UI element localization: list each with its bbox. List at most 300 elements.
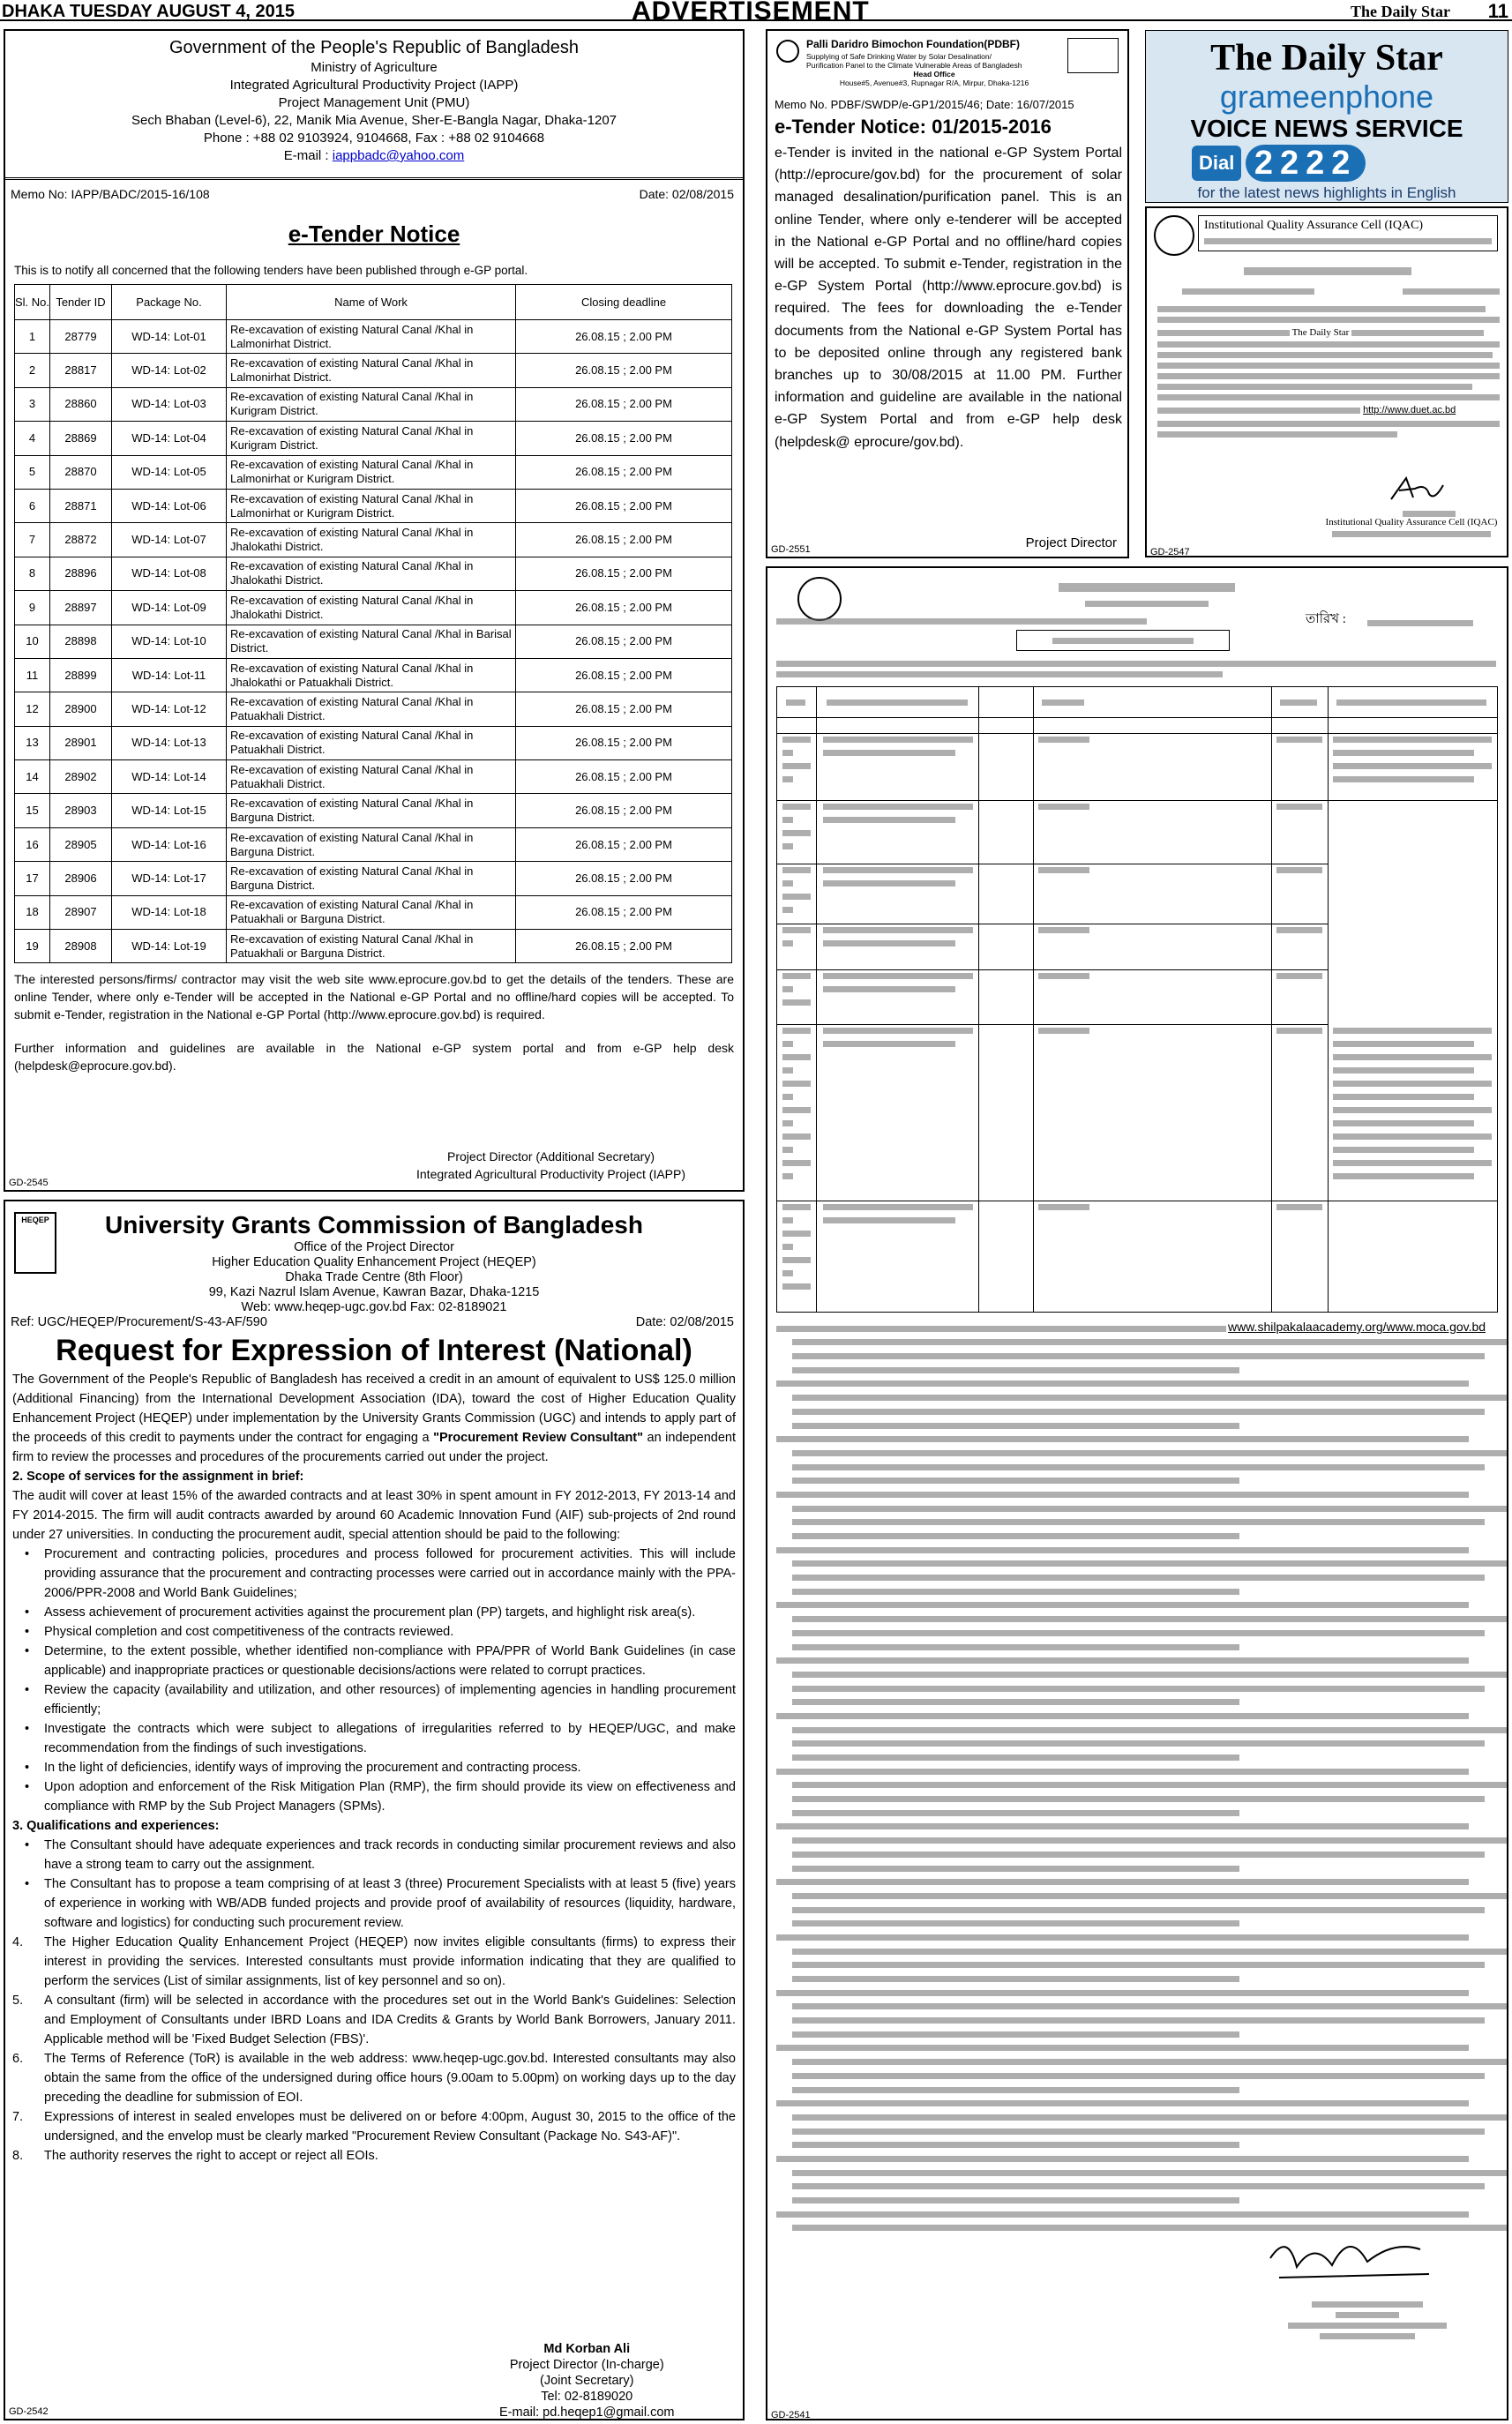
table-cell-text [782,804,811,810]
table-header-text [1336,700,1486,706]
table-cell: WD-14: Lot-06 [112,489,227,522]
table-cell-text [782,1054,811,1060]
list-item: • Determine, to the extent possible, whether identified non-compliance with PPA/PPR of World Bank Guidelines (in case applicable) and inappropriate practices or questionable decisions/actions were related to corrupt practices. [12,1642,736,1680]
table-cell: 28903 [50,794,112,827]
table-cell: 26.08.15 ; 2.00 PM [516,895,732,929]
table-cell: Re-excavation of existing Natural Canal /Khal in Jhalokathi or Patuakhali District. [227,658,516,692]
academy-title-box [1016,630,1230,651]
note-line [792,1464,1485,1470]
note-line [776,1823,1469,1829]
academy-signature-icon [1261,2223,1438,2293]
table-row [15,557,732,590]
table-cell-text [823,1041,955,1047]
table-cell-text [782,763,811,769]
pdbf-subheading: Supplying of Safe Drinking Water by Solar Desalination/ Purification Panel to the Climate Vulnerable Areas of Bangladesh Head Office House#5, Avenue#3, Rupnagar R/A, Mirpur, Dhaka-1216 [806,52,1029,87]
table-cell: Re-excavation of existing Natural Canal /Khal in Barguna District. [227,794,516,827]
note-line [792,1560,1508,1567]
table-cell: 10 [15,625,50,658]
table-cell-text [823,986,955,992]
table-cell-text [1333,776,1474,782]
note-line [792,1506,1508,1512]
page-header [0,0,1512,26]
table-cell: 8 [15,557,50,590]
table-cell: 28902 [50,760,112,794]
pdbf-body: e-Tender is invited in the national e-GP System Portal (http://eprocure/gov.bd) for the procurement of solar managed desalination/purification panel. This is an online Tender, where only e-tenderer will be accepted in the National e-GP Portal and no offline/hard copies will be accepted. To submit e-Tender, registration in the e-GP System Portal (http://www.eprocure.gov.bd) is required. The fees for downloading the e-Tender documents from the National e-GP System Portal has to be deposited online through any registered bank branches up to 30/08/2015 at 11.00 PM. Further information and guideline are available in the national e-GP System Portal and from e-GP help desk (helpdesk@ eprocure/gov.bd). [775,146,1122,450]
table-cell: Re-excavation of existing Natural Canal /Khal in Barisal District. [227,625,516,658]
table-cell: Re-excavation of existing Natural Canal /Khal in Patuakhali District. [227,760,516,794]
table-cell: Re-excavation of existing Natural Canal /Khal in Jhalokathi District. [227,591,516,625]
academy-signatory [1288,2297,1447,2344]
table-cell-text [782,1217,793,1223]
note-line [792,2031,1239,2038]
table-cell: 3 [15,387,50,421]
note-line [776,1990,1469,1996]
table-cell: 16 [15,827,50,861]
table-cell: 19 [15,930,50,963]
table-cell: 6 [15,489,50,522]
table-cell: 1 [15,320,50,354]
table-cell: 28872 [50,523,112,557]
table-cell-text [1276,737,1322,743]
note-line [792,1796,1485,1802]
table-cell: WD-14: Lot-18 [112,895,227,929]
note-line [792,1409,1485,1415]
table-cell-text [782,940,793,946]
table-cell-text [782,907,793,913]
list-item: • The Consultant should have adequate experiences and track records in conducting similar procurement reviews and also have a strong team to carry out the assignment. [12,1836,736,1874]
table-cell-text [782,927,811,933]
table-cell-text [1333,1133,1492,1140]
table-cell: 2 [15,354,50,387]
table-cell: Re-excavation of existing Natural Canal /Khal in Patuakhali District. [227,726,516,759]
table-cell: WD-14: Lot-11 [112,658,227,692]
table-cell: 26.08.15 ; 2.00 PM [516,591,732,625]
iapp-col-header: Name of Work [227,285,516,320]
ds-grameenphone: grameenphone [1219,79,1434,115]
note-line [792,1589,1239,1595]
ds-title: The Daily Star [1210,38,1443,79]
ugc-signature: Md Korban Ali Project Director (In-charge) (Joint Secretary) Tel: 02-8189020 E-mail: pd.heqep1@gmail.com [499,2342,675,2420]
table-cell-text [823,1204,973,1210]
table-row [15,320,732,354]
note-line [792,2003,1508,2009]
iapp-header: Government of the People's Republic of Bangladesh Ministry of Agriculture Integrated Agricultural Productivity Project (IAPP) Project Management Unit (PMU) Sech Bhaban (Level-6), 22, Manik Mia Avenue, Sher-E-Bangla Nagar, Dhaka-1207 Phone : +88 02 9103924, 9104668, Fax : +88 02 9104668 E-mail : iappbadc@yahoo.com [131,38,618,163]
ugc-qualification-list [12,1836,736,1933]
note-line [776,1547,1469,1553]
note-line [792,1478,1239,1484]
table-cell-text [782,1283,811,1290]
table-cell: 26.08.15 ; 2.00 PM [516,625,732,658]
table-cell: 26.08.15 ; 2.00 PM [516,930,732,963]
note-line [776,2045,1469,2051]
list-item: • Review the capacity (availability and utilization, and other resources) of implementing agencies in handling procurement efficiently; [12,1680,736,1719]
table-cell: 7 [15,523,50,557]
table-cell: 28898 [50,625,112,658]
note-line [792,1533,1239,1539]
table-cell-text [782,999,811,1006]
note-line [792,2087,1239,2093]
table-cell-text [782,817,793,823]
table-row [15,489,732,522]
note-line [792,1644,1239,1650]
table-cell: WD-14: Lot-16 [112,827,227,861]
note-line [792,1353,1485,1359]
iqac-title: Institutional Quality Assurance Cell (IQAC) [1204,219,1424,232]
table-cell-text [1333,1094,1474,1100]
table-cell-text [782,1257,811,1263]
note-line [792,1339,1508,1345]
table-cell-text [782,1041,793,1047]
pdbf-org: Palli Daridro Bimochon Foundation(PDBF) [806,38,1020,50]
table-cell-text [782,1107,811,1113]
heqep-logo-icon: HEQEP [14,1212,56,1274]
table-cell-text [1333,1160,1492,1166]
academy-date-label: তারিখ : [1306,612,1346,626]
table-cell: 26.08.15 ; 2.00 PM [516,455,732,489]
academy-gd-code: GD-2541 [771,2410,811,2420]
table-cell: WD-14: Lot-17 [112,862,227,895]
table-cell: 17 [15,862,50,895]
note-line [792,2073,1485,2079]
table-cell: 26.08.15 ; 2.00 PM [516,489,732,522]
ugc-scope-list [12,1545,736,1816]
duet-logo-icon [1154,215,1194,256]
note-line [776,1492,1469,1498]
table-cell: 26.08.15 ; 2.00 PM [516,557,732,590]
table-header-text [786,700,805,706]
table-cell-text [1038,1028,1089,1034]
table-cell: 26.08.15 ; 2.00 PM [516,354,732,387]
table-cell-text [782,1094,793,1100]
table-cell: 14 [15,760,50,794]
table-cell: Re-excavation of existing Natural Canal /Khal in Lalmonirhat District. [227,354,516,387]
academy-post-table [776,686,1498,1313]
note-line [792,1450,1508,1456]
table-row [15,794,732,827]
table-header-text [1280,700,1317,706]
list-item: 7. Expressions of interest in sealed envelopes must be delivered on or before 4:00pm, August 30, 2015 to the office of the undersigned, and the envelop must be clearly marked "Procurement Review Consultant (Package No. S43-AF)". [12,2110,736,2143]
table-cell: Re-excavation of existing Natural Canal /Khal in Jhalokathi District. [227,557,516,590]
table-cell-text [1333,1147,1474,1153]
table-cell: WD-14: Lot-19 [112,930,227,963]
table-cell-text [1333,1081,1492,1087]
note-line [776,1602,1469,1608]
table-cell-text [1276,927,1322,933]
iapp-col-header: Sl. No. [15,285,50,320]
academy-notes [776,1318,1498,2239]
note-line [792,2183,1485,2189]
table-row [15,523,732,557]
table-cell-text [1038,867,1089,873]
table-cell: WD-14: Lot-09 [112,591,227,625]
note-line [776,1879,1469,1885]
table-cell: Re-excavation of existing Natural Canal /Khal in Lalmonirhat or Kurigram District. [227,455,516,489]
note-line [792,1754,1239,1761]
table-cell-text [1333,1120,1474,1126]
table-cell: 28901 [50,726,112,759]
table-cell-text [823,804,973,810]
table-cell-text [782,1231,811,1237]
pdbf-signature: Project Director [1025,535,1117,550]
table-cell-text [782,750,793,756]
iqac-signature-icon [1387,475,1448,506]
iapp-para2: Further information and guidelines are available in the National e-GP system portal and from e-GP help desk (helpdesk@eprocure.gov.bd). [14,1041,734,1074]
note-line [792,2170,1508,2176]
table-cell-text [823,737,973,743]
pdbf-logo-icon [776,40,799,63]
table-cell: 12 [15,692,50,726]
table-cell: 28869 [50,422,112,455]
table-cell: 28900 [50,692,112,726]
table-cell-text [823,973,973,979]
note-line [776,2100,1469,2106]
iapp-col-header: Closing deadline [516,285,732,320]
note-line [776,1934,1469,1941]
table-cell: Re-excavation of existing Natural Canal /Khal in Lalmonirhat District. [227,320,516,354]
table-cell: WD-14: Lot-03 [112,387,227,421]
table-cell: WD-14: Lot-02 [112,354,227,387]
table-cell-text [823,927,973,933]
note-line [792,2059,1508,2065]
table-cell: 26.08.15 ; 2.00 PM [516,726,732,759]
table-cell: 28906 [50,862,112,895]
note-line [792,1740,1485,1747]
table-cell: 5 [15,455,50,489]
note-line [792,1630,1485,1636]
ds-dial-row: Dial 2222 [1192,144,1456,183]
table-cell: 28871 [50,489,112,522]
table-cell: 26.08.15 ; 2.00 PM [516,827,732,861]
iqac-url-link[interactable]: http://www.duet.ac.bd [1363,405,1456,415]
note-line [776,2211,1469,2218]
dateline: DHAKA TUESDAY AUGUST 4, 2015 [2,2,295,21]
table-cell: WD-14: Lot-15 [112,794,227,827]
iapp-tender-table [14,284,732,963]
table-cell: 28896 [50,557,112,590]
table-cell: WD-14: Lot-05 [112,455,227,489]
list-item: 4. The Higher Education Quality Enhancement Project (HEQEP) now invites eligible consultants (firms) to express their interest in providing the services. Interested consultants must provide information indicating that they are qualified to perform the services (List of similar assignments, list of key personnel and so on). [12,1935,736,1988]
table-cell-text [823,940,955,946]
table-cell-text [782,1081,811,1087]
table-cell: Re-excavation of existing Natural Canal /Khal in Barguna District. [227,862,516,895]
table-cell-text [1276,973,1322,979]
table-row [15,625,732,658]
table-cell-text [782,1028,811,1034]
iapp-col-header: Package No. [112,285,227,320]
pdbf-gd-code: GD-2551 [771,544,811,555]
table-cell-text [823,867,973,873]
iapp-memo: Memo No: IAPP/BADC/2015-16/108 [11,187,210,201]
table-cell-text [782,1173,793,1179]
table-cell-text [823,750,955,756]
table-cell: 26.08.15 ; 2.00 PM [516,692,732,726]
list-item: • Physical completion and cost competitiveness of the contracts reviewed. [12,1622,736,1642]
table-cell: 4 [15,422,50,455]
table-cell-text [823,817,955,823]
table-cell-text [1333,1067,1474,1074]
academy-website-link[interactable]: www.shilpakalaacademy.org/www.moca.gov.bd [1228,1320,1486,1334]
table-cell-text [782,776,793,782]
table-cell-text [782,880,793,887]
table-cell-text [1038,927,1089,933]
table-cell-text [1038,973,1089,979]
table-cell: 18 [15,895,50,929]
note-line [792,1727,1508,1733]
table-row [15,726,732,759]
note-line [776,1380,1469,1387]
table-cell: Re-excavation of existing Natural Canal /Khal in Barguna District. [227,827,516,861]
note-line [792,1907,1485,1913]
table-cell-text [1038,737,1089,743]
daily-star-voice-news-ad [1145,30,1508,203]
table-cell: 28899 [50,658,112,692]
ugc-gd-code: GD-2542 [9,2406,49,2417]
table-cell-text [1333,1107,1492,1113]
pdbf-title: e-Tender Notice: 01/2015-2016 [775,116,1052,138]
table-row [15,862,732,895]
iapp-para1: The interested persons/firms/ contractor may visit the web site www.eprocure.gov.bd to get the details of the tenders. These are online Tender, where only e-Tender will be accepted in the National e-GP Portal and no offline/hard copies will be accepted. To submit e-Tender, registration in the National e-GP Portal (http://www.eprocure.gov.bd) is required. [14,972,734,1022]
section-label: ADVERTISEMENT [632,0,870,26]
ds-tagline: for the latest news highlights in English [1197,184,1456,201]
table-cell-text [1333,1041,1474,1047]
iqac-ad [1145,206,1508,557]
table-cell-text [823,1217,955,1223]
note-line [792,1367,1239,1373]
academy-logo-icon [797,577,842,621]
table-cell: WD-14: Lot-07 [112,523,227,557]
note-line [792,2142,1239,2148]
table-cell: 28897 [50,591,112,625]
table-cell-text [782,894,811,900]
table-cell: 9 [15,591,50,625]
iapp-tender-ad [4,29,745,1192]
iapp-col-header: Tender ID [50,285,112,320]
note-line [792,1949,1508,1955]
table-cell: 26.08.15 ; 2.00 PM [516,760,732,794]
table-cell: 26.08.15 ; 2.00 PM [516,523,732,557]
table-cell: 13 [15,726,50,759]
note-line [792,1782,1508,1788]
table-row [15,895,732,929]
table-cell: 28907 [50,895,112,929]
table-row [15,591,732,625]
table-cell-text [782,1244,793,1250]
iqac-header [1198,215,1498,251]
table-cell-text [782,830,811,836]
shilpakala-academy-ad [766,566,1508,2420]
table-row [15,658,732,692]
list-item: 8. The authority reserves the right to accept or reject all EOIs. [12,2149,378,2163]
ugc-body: The Government of the People's Republic of Bangladesh has received a credit in an amount of equivalent to US$ 125.0 million (Additional Financing) from the International Development Association (IDA), toward the cost of Higher Education Quality Enhancement Project (HEQEP) under implementation by the University Grants Commission (UGC) and intends to apply part of the proceeds of this credit to payments under the contract for engaging a "Procurement Review Consultant" an independent firm to review the processes and procedures of the procurements carried out under the project. 2. Scope of services for the assignment in brief: The audit will cover at least 15% of the awarded contracts and at least 30% in spent amount in FY 2012-2013, FY 2013-14 and FY 2014-2015. The firm will audit contracts awarded by around 60 Academic Innovation Fund (AIF) sub-projects of 2nd round under 27 universities. In conducting the procurement audit, special attention should be paid to the following: • Procurement and contracting policies, procedures and process followed for procurement activities. This will include providing assurance that the procurement and contracting processes were carried out in accordance mainly with the PPA-2006/PPR-2008 and World Bank Guidelines; • Assess achievement of procurement activities against the procurement plan (PP) targets, and highlight risk area(s). • Physical completion and cost competitiveness of the contracts reviewed. • Determine, to the extent possible, whether identified non-compliance with PPA/PPR of World Bank Guidelines (in case applicable) and inappropriate practices or questionable decisions/actions were related to corrupt practices. • Review the capacity (availability and utilization, and other resources) of implementing agencies in handling procurement efficiently; • Investigate the contracts which were subject to allegations of irregularities referred to by HEQEP/UGC, and make recommendation from the findings of such investigations. • In the light of deficiencies, identify ways of improving the procurement and contracting process. • Upon adoption and enforcement of the Risk Mitigation Plan (RMP), the firm should provide its view on effectiveness and compliance with RMP by the Sub Project Managers (SPMs). 3. Qualifications and experiences: • The Consultant should have adequate experiences and track records in conducting similar procurement reviews and also have a strong team to carry out the assignment. • The Consultant has to propose a team comprising of at least 3 (three) Procurement Specialists with at least 5 (five) years of experience in working with WB/ADB funded projects and provide proof of availability of resources (liquidity, hardware, software and logistics) for conducting such procurement review. 4. The Higher Education Quality Enhancement Project (HEQEP) now invites eligible consultants (firms) to express their interest in providing the services. Interested consultants must provide information indicating that they are qualified to perform the services (List of similar assignments, list of key personnel and so on). 5. A consultant (firm) will be selected in accordance with the procedures set out in the World Bank's Guidelines: Selection and Employment of Consultants under IBRD Loans and IDA Credits & Grants by World Bank Borrowers, January 2011. Applicable method will be 'Fixed Budget Selection (FBS)'. 6. The Terms of Reference (ToR) is available in the web address: www.heqep-ugc.gov.bd. Interested consultants may also obtain the same from the office of the undersigned during office hours (9.00am to 5.00pm) on working days up to the day preceding the deadline for submission of EOI. 7. Expressions of interest in sealed envelopes must be delivered on or before 4:00pm, August 30, 2015 to the office of the undersigned, and the envelop must be clearly marked "Procurement Review Consultant (Package No. S43-AF)". 8. The authority reserves the right to accept or reject all EOIs. [5,1370,743,2166]
iapp-date: Date: 02/08/2015 [639,187,734,201]
table-cell-text [1276,804,1322,810]
note-line [792,1672,1508,1678]
note-line [792,1686,1485,1692]
note-line [792,2197,1239,2203]
note-line [792,1920,1239,1926]
table-cell: 28817 [50,354,112,387]
table-cell: 26.08.15 ; 2.00 PM [516,862,732,895]
note-line [792,1837,1508,1844]
table-cell: WD-14: Lot-04 [112,422,227,455]
list-item: • Assess achievement of procurement activities against the procurement plan (PP) targets, and highlight risk area(s). [12,1603,736,1622]
note-line [776,1769,1469,1775]
table-row [15,455,732,489]
table-cell: 28779 [50,320,112,354]
iapp-title: e-Tender Notice [288,221,460,247]
note-line [792,2114,1508,2121]
table-cell-text [782,843,793,849]
table-cell-text [1276,867,1322,873]
table-cell-text [782,986,793,992]
note-line [792,2128,1485,2135]
table-cell-text [782,737,811,743]
table-cell: WD-14: Lot-08 [112,557,227,590]
table-cell: 26.08.15 ; 2.00 PM [516,422,732,455]
list-item: • In the light of deficiencies, identify ways of improving the procurement and contracting process. [12,1758,736,1777]
note-line [792,1423,1239,1429]
ds-dial-number [1246,144,1366,183]
note-line [792,1962,1485,1968]
list-item: • The Consultant has to propose a team comprising of at least 3 (three) Procurement Specialists with at least 5 (five) years of experience in working with WB/ADB funded projects and provide proof of availability of resources (liquidity, hardware, software and logistics) for conducting such procurement review. [12,1874,736,1933]
ugc-header: University Grants Commission of Bangladesh Office of the Project Director Higher Education Quality Enhancement Project (HEQEP) Dhaka Trade Centre (8th Floor) 99, Kazi Nazrul Islam Avenue, Kawran Bazar, Dhaka-1215 Web: www.heqep-ugc.gov.bd Fax: 02-8189021 [105,1211,643,1314]
table-cell-text [823,1028,973,1034]
table-row [15,387,732,421]
note-line [792,1575,1485,1581]
table-row [15,760,732,794]
table-cell-text [1038,804,1089,810]
ugc-heading: Request for Expression of Interest (National) [56,1334,692,1367]
table-cell: 26.08.15 ; 2.00 PM [516,794,732,827]
table-cell-text [782,1120,793,1126]
table-cell: WD-14: Lot-13 [112,726,227,759]
page-number: 11 [1487,0,1508,22]
table-cell: Re-excavation of existing Natural Canal /Khal in Kurigram District. [227,422,516,455]
table-cell-text [782,1147,793,1153]
note-line [776,1657,1469,1664]
note-line [776,1436,1469,1442]
table-header-text [1042,700,1084,706]
ugc-numbered-items [12,1933,736,2166]
note-line [792,1519,1485,1525]
table-cell: WD-14: Lot-12 [112,692,227,726]
table-row [15,354,732,387]
table-row [15,422,732,455]
table-cell: WD-14: Lot-10 [112,625,227,658]
table-cell-text [1333,1028,1492,1034]
table-cell-text [782,1270,793,1276]
table-header-text [827,700,968,706]
table-cell: Re-excavation of existing Natural Canal /Khal in Jhalokathi District. [227,523,516,557]
table-cell-text [782,867,811,873]
table-cell: Re-excavation of existing Natural Canal /Khal in Kurigram District. [227,387,516,421]
pdbf-side-logo-icon [1067,38,1119,73]
list-item: • Procurement and contracting policies, procedures and process followed for procurement activities. This will include providing assurance that the procurement and contracting processes were carried out in accordance mainly with the PPA-2006/PPR-2008 and World Bank Guidelines; [12,1545,736,1603]
table-cell-text [1276,1204,1322,1210]
note-line [792,1616,1508,1622]
ds-service: VOICE NEWS SERVICE [1190,115,1463,142]
table-cell: 28905 [50,827,112,861]
pdbf-tender-ad [766,29,1129,558]
table-cell-text [1333,763,1492,769]
note-line [792,2017,1485,2024]
list-item: 5. A consultant (firm) will be selected in accordance with the procedures set out in the World Bank's Guidelines: Selection and Employment of Consultants under IBRD Loans and IDA Credits & Grants by World Bank Borrowers, January 2011. Applicable method will be 'Fixed Budget Selection (FBS)'. [12,1994,736,2046]
table-cell-text [1333,737,1492,743]
iapp-email-link[interactable]: iappbadc@yahoo.com [332,148,465,163]
table-cell-text [1333,750,1474,756]
note-line [776,1713,1469,1719]
note-line [792,1866,1239,1872]
